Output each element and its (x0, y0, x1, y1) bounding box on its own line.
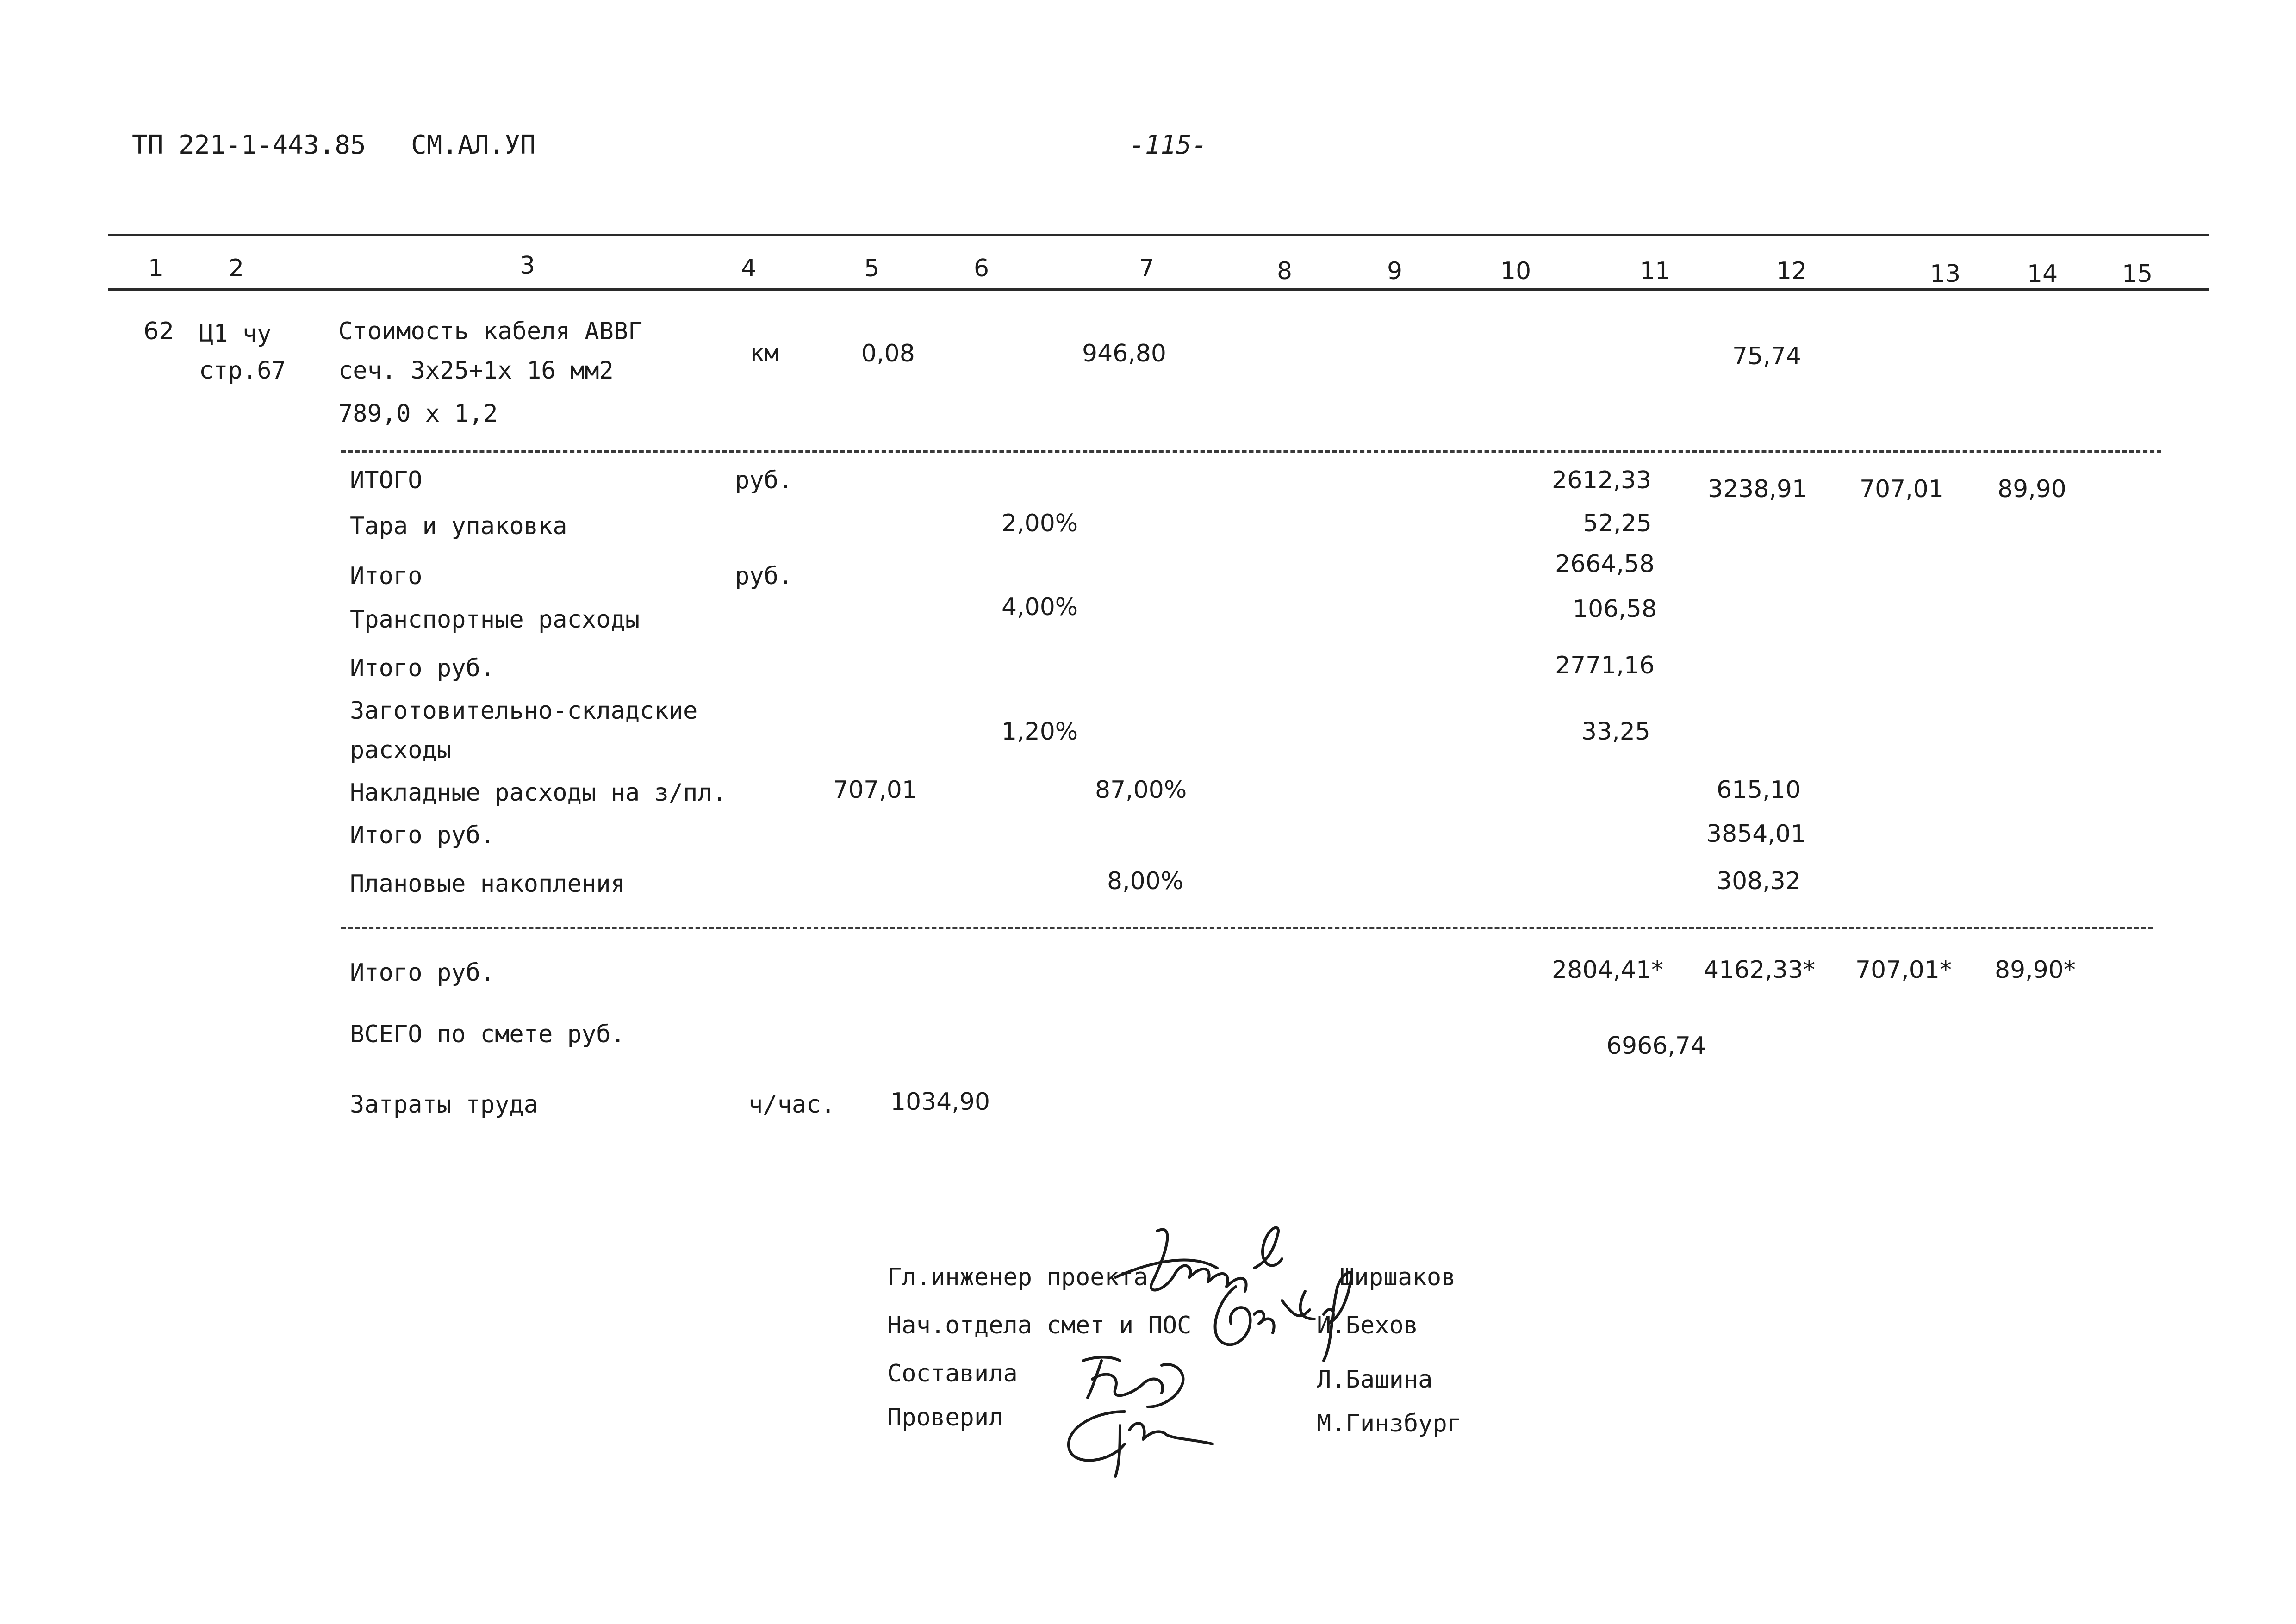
col-header-8: 8 (1277, 257, 1293, 285)
item-unit-price: 946,80 (1082, 340, 1166, 367)
nakl-col12: 615,10 (1717, 776, 1801, 804)
col-header-3: 3 (520, 252, 535, 280)
itogo-label: ИТОГО (350, 467, 423, 494)
col-header-12: 12 (1776, 257, 1807, 285)
labor-label: Затраты труда (350, 1091, 538, 1119)
col-header-10: 10 (1500, 257, 1531, 285)
sig-head-title: Нач.отдела смет и ПОС (887, 1312, 1192, 1339)
final-col13: 707,01* (1855, 956, 1952, 984)
itogo-col13: 707,01 (1860, 475, 1944, 503)
col-header-6: 6 (974, 255, 989, 282)
item-ref-line1: Ц1 чу (199, 320, 272, 348)
sig-composed-name: Л.Башина (1317, 1366, 1433, 1394)
plan-col12: 308,32 (1717, 867, 1801, 895)
tara-label: Тара и упаковка (350, 512, 567, 540)
divider-dashed-2 (341, 927, 2153, 929)
signature-checked (1046, 1398, 1240, 1486)
sig-head-name: И.Бехов (1317, 1312, 1419, 1339)
col-header-7: 7 (1139, 255, 1155, 282)
divider-dashed-1 (341, 450, 2161, 453)
col-header-13: 13 (1930, 260, 1961, 288)
col-header-11: 11 (1640, 257, 1671, 285)
final-itogo-label: Итого руб. (350, 959, 495, 987)
itogo-col14: 89,90 (1997, 475, 2066, 503)
table-top-rule (108, 234, 2209, 236)
item-desc-line3: 789,0 х 1,2 (338, 400, 498, 428)
zagot-percent: 1,20% (1002, 718, 1078, 746)
tara-percent: 2,00% (1002, 510, 1078, 537)
plan-label: Плановые накопления (350, 870, 625, 898)
col-header-1: 1 (148, 255, 164, 282)
itogo-col11: 2612,33 (1552, 467, 1652, 494)
sig-composed-title: Составила (887, 1360, 1018, 1388)
transport-percent: 4,00% (1002, 593, 1078, 621)
col-header-14: 14 (2027, 260, 2058, 288)
final-col12: 4162,33* (1704, 956, 1816, 984)
itogo4-col12: 3854,01 (1706, 820, 1806, 848)
itogo3-col11: 2771,16 (1555, 652, 1655, 679)
vsego-value: 6966,74 (1606, 1032, 1706, 1060)
itogo3-label: Итого руб. (350, 654, 495, 682)
item-unit: км (750, 340, 779, 367)
item-desc-line1: Стоимость кабеля АВВГ (338, 317, 643, 345)
nakl-base: 707,01 (833, 776, 917, 804)
item-col12-value: 75,74 (1732, 342, 1801, 370)
col-header-2: 2 (229, 255, 244, 282)
itogo2-col11: 2664,58 (1555, 550, 1655, 578)
item-quantity: 0,08 (861, 340, 915, 367)
itogo4-label: Итого руб. (350, 821, 495, 849)
item-desc-line2: сеч. 3х25+1х 16 мм2 (338, 357, 614, 385)
vsego-label: ВСЕГО по смете руб. (350, 1020, 625, 1048)
zagot-col11: 33,25 (1581, 718, 1650, 746)
sig-checked-name: М.Гинзбург (1317, 1410, 1462, 1437)
nakl-percent: 87,00% (1095, 776, 1187, 804)
page-number: -115- (1129, 130, 1207, 160)
col-header-5: 5 (864, 255, 880, 282)
album-code: СМ.АЛ.УП (411, 130, 536, 160)
zagot-label-line2: расходы (350, 736, 452, 764)
sig-checked-title: Проверил (887, 1404, 1003, 1431)
nakl-label: Накладные расходы на з/пл. (350, 779, 727, 807)
table-header-rule (108, 288, 2209, 291)
transport-label: Транспортные расходы (350, 606, 640, 634)
item-ref-line2: стр.67 (199, 357, 286, 385)
itogo-unit: руб. (735, 467, 793, 494)
col-header-4: 4 (741, 255, 757, 282)
itogo2-unit: руб. (735, 562, 793, 590)
signature-head (1185, 1268, 1370, 1361)
transport-col11: 106,58 (1573, 595, 1657, 623)
sig-chief-name: Ширшаков (1340, 1263, 1456, 1291)
zagot-label-line1: Заготовительно-складские (350, 697, 698, 725)
itogo2-label: Итого (350, 562, 423, 590)
sig-chief-title: Гл.инженер проекта (887, 1263, 1148, 1291)
final-col11: 2804,41* (1552, 956, 1664, 984)
final-col14: 89,90* (1995, 956, 2076, 984)
labor-value: 1034,90 (890, 1088, 990, 1116)
plan-percent: 8,00% (1107, 867, 1184, 895)
doc-code: ТП 221-1-443.85 (132, 130, 366, 160)
col-header-9: 9 (1387, 257, 1403, 285)
item-number: 62 (143, 317, 174, 345)
labor-unit: ч/час. (748, 1091, 835, 1119)
itogo-col12: 3238,91 (1708, 475, 1808, 503)
tara-col11: 52,25 (1583, 510, 1652, 537)
col-header-15: 15 (2122, 260, 2153, 288)
